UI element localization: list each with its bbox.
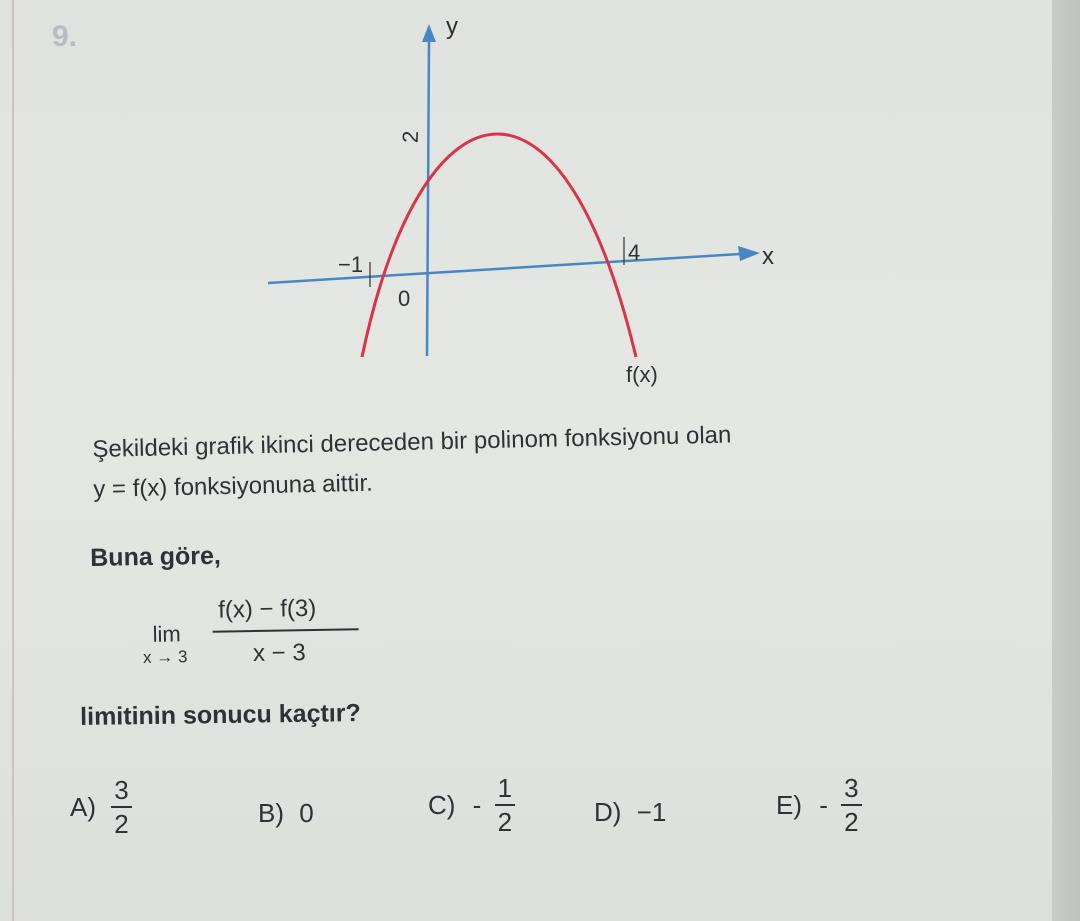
y-intercept-label: 2 — [397, 130, 424, 144]
choice-b-value: 0 — [299, 797, 314, 828]
function-graph — [0, 0, 1052, 430]
choice-c[interactable] — [428, 774, 515, 836]
parabola-curve — [362, 134, 636, 357]
statement-line-1: Şekildeki grafik ikinci dereceden bir polinom fonksiyonu olan — [92, 421, 732, 463]
choice-c-fraction — [495, 774, 515, 836]
y-axis-arrow-icon — [422, 24, 436, 42]
choice-e-fraction — [841, 774, 861, 836]
choice-c-numerator: 1 — [497, 773, 513, 803]
choice-c-letter: C) — [428, 789, 456, 820]
choice-c-sign: - — [472, 789, 482, 820]
choice-c-bar — [495, 804, 515, 806]
choice-b[interactable] — [258, 796, 314, 829]
y-axis — [427, 40, 429, 356]
choice-e-letter: E) — [776, 789, 802, 820]
choice-d-value: −1 — [636, 796, 667, 827]
origin-label: 0 — [398, 286, 411, 311]
statement-line-2: y = f(x) fonksiyonuna aittir. — [93, 469, 374, 503]
lim-word: lim — [152, 621, 181, 647]
choice-d[interactable] — [594, 795, 666, 828]
choice-e[interactable] — [776, 774, 862, 836]
choice-a-bar — [111, 806, 131, 808]
root-right-label: 4 — [628, 240, 641, 265]
choice-a-numerator: 3 — [114, 775, 129, 805]
lead-text: Buna göre, — [90, 541, 222, 572]
x-axis-label: x — [762, 243, 774, 270]
page-edge — [1052, 0, 1080, 921]
limit-expression — [140, 594, 381, 678]
choice-e-numerator: 3 — [844, 773, 859, 803]
choice-a-denominator: 2 — [114, 809, 129, 839]
choice-e-denominator: 2 — [844, 807, 859, 837]
x-axis-arrow-icon — [738, 246, 760, 261]
curve-label: f(x) — [626, 362, 658, 387]
y-axis-label: y — [446, 13, 458, 40]
choice-b-letter: B) — [258, 797, 284, 828]
choice-a[interactable] — [70, 776, 132, 838]
fraction-bar — [213, 628, 359, 633]
choice-e-bar — [841, 804, 861, 806]
choice-d-letter: D) — [594, 796, 622, 827]
question-ask: limitinin sonucu kaçtır? — [80, 699, 361, 731]
choice-a-fraction — [111, 776, 131, 838]
choice-a-letter: A) — [70, 791, 96, 822]
choice-c-denominator: 2 — [497, 807, 513, 837]
root-left-label: −1 — [338, 252, 364, 277]
limit-numerator: f(x) − f(3) — [217, 594, 317, 624]
choice-e-sign: - — [819, 789, 828, 820]
question-number: 9. — [52, 20, 78, 53]
limit-denominator: x − 3 — [252, 639, 306, 668]
lim-subscript: x → 3 — [142, 647, 188, 667]
